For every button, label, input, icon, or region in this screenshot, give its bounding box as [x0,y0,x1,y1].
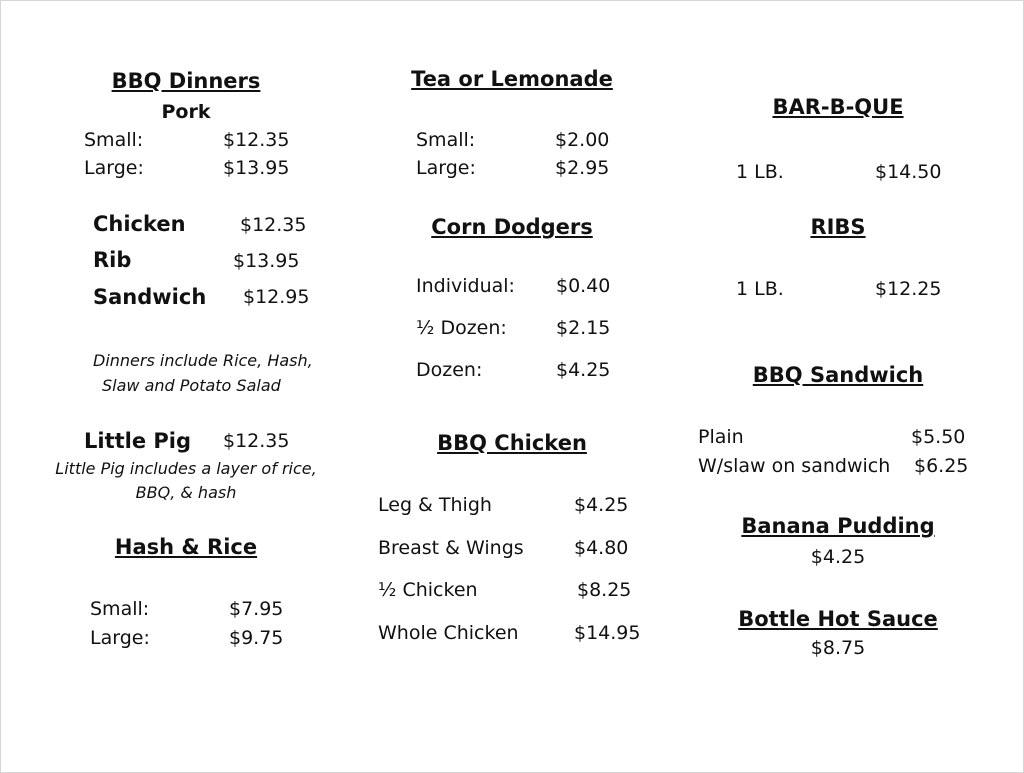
dinner-type-label: Rib [93,248,132,272]
menu-item-price: $14.50 [875,161,942,183]
hot-sauce-heading: Bottle Hot Sauce [738,607,938,631]
menu-item-label: 1 LB. [736,161,784,183]
dinner-type-price: $13.95 [233,250,300,272]
menu-item-price: $9.75 [229,627,284,649]
menu-item-price: $12.35 [223,129,290,151]
menu-item-label: Whole Chicken [378,622,519,644]
little-pig-label: Little Pig [84,429,192,453]
banana-pudding-heading: Banana Pudding [741,514,935,538]
menu-item-price: $6.25 [914,455,969,477]
menu-item-price: $0.40 [556,275,611,297]
menu-item-label: Individual: [416,275,515,297]
ribs-heading: RIBS [810,215,866,239]
menu-item-label: Large: [90,627,150,649]
menu-item-price: $13.95 [223,157,290,179]
dinner-note: Dinners include Rice, Hash, [93,351,313,370]
banana-pudding-price: $4.25 [810,546,866,568]
menu-item-label: Large: [84,157,144,179]
menu-item-label: Small: [416,129,476,151]
menu-item-price: $8.25 [577,579,632,601]
pork-subheading: Pork [161,101,211,123]
menu-item-price: $14.95 [574,622,641,644]
menu-item-label: Small: [90,598,150,620]
barbque-heading: BAR-B-QUE [772,95,904,119]
little-pig-note: Little Pig includes a layer of rice, [55,459,317,478]
little-pig-note: BBQ, & hash [135,483,237,502]
menu-item-price: $5.50 [911,426,966,448]
menu-item-label: ½ Chicken [378,579,478,601]
menu-item-price: $2.95 [555,157,610,179]
menu-item-label: ½ Dozen: [416,317,507,339]
menu-item-price: $2.15 [556,317,611,339]
tea-lemonade-heading: Tea or Lemonade [411,67,613,91]
menu-item-label: 1 LB. [736,278,784,300]
little-pig-price: $12.35 [223,430,290,452]
corn-dodgers-heading: Corn Dodgers [431,215,593,239]
menu-item-price: $2.00 [555,129,610,151]
bbq-dinners-heading: BBQ Dinners [111,69,261,93]
menu-item-label: Large: [416,157,476,179]
menu-item-label: Leg & Thigh [378,494,492,516]
menu-item-price: $4.25 [574,494,629,516]
dinner-type-price: $12.95 [243,286,310,308]
menu-item-price: $4.25 [556,359,611,381]
menu-item-label: Dozen: [416,359,483,381]
dinner-type-label: Sandwich [93,285,207,309]
bbq-sandwich-heading: BBQ Sandwich [752,363,924,387]
menu-item-label: Breast & Wings [378,537,524,559]
dinner-type-label: Chicken [93,212,186,236]
menu-item-label: W/slaw on sandwich [698,455,891,477]
bbq-chicken-heading: BBQ Chicken [437,431,587,455]
hot-sauce-price: $8.75 [810,637,866,659]
menu-item-price: $4.80 [574,537,629,559]
hash-rice-heading: Hash & Rice [114,535,258,559]
menu-item-price: $12.25 [875,278,942,300]
menu-item-price: $7.95 [229,598,284,620]
menu-item-label: Plain [698,426,744,448]
menu-item-label: Small: [84,129,144,151]
dinner-type-price: $12.35 [240,214,307,236]
dinner-note: Slaw and Potato Salad [102,376,281,395]
